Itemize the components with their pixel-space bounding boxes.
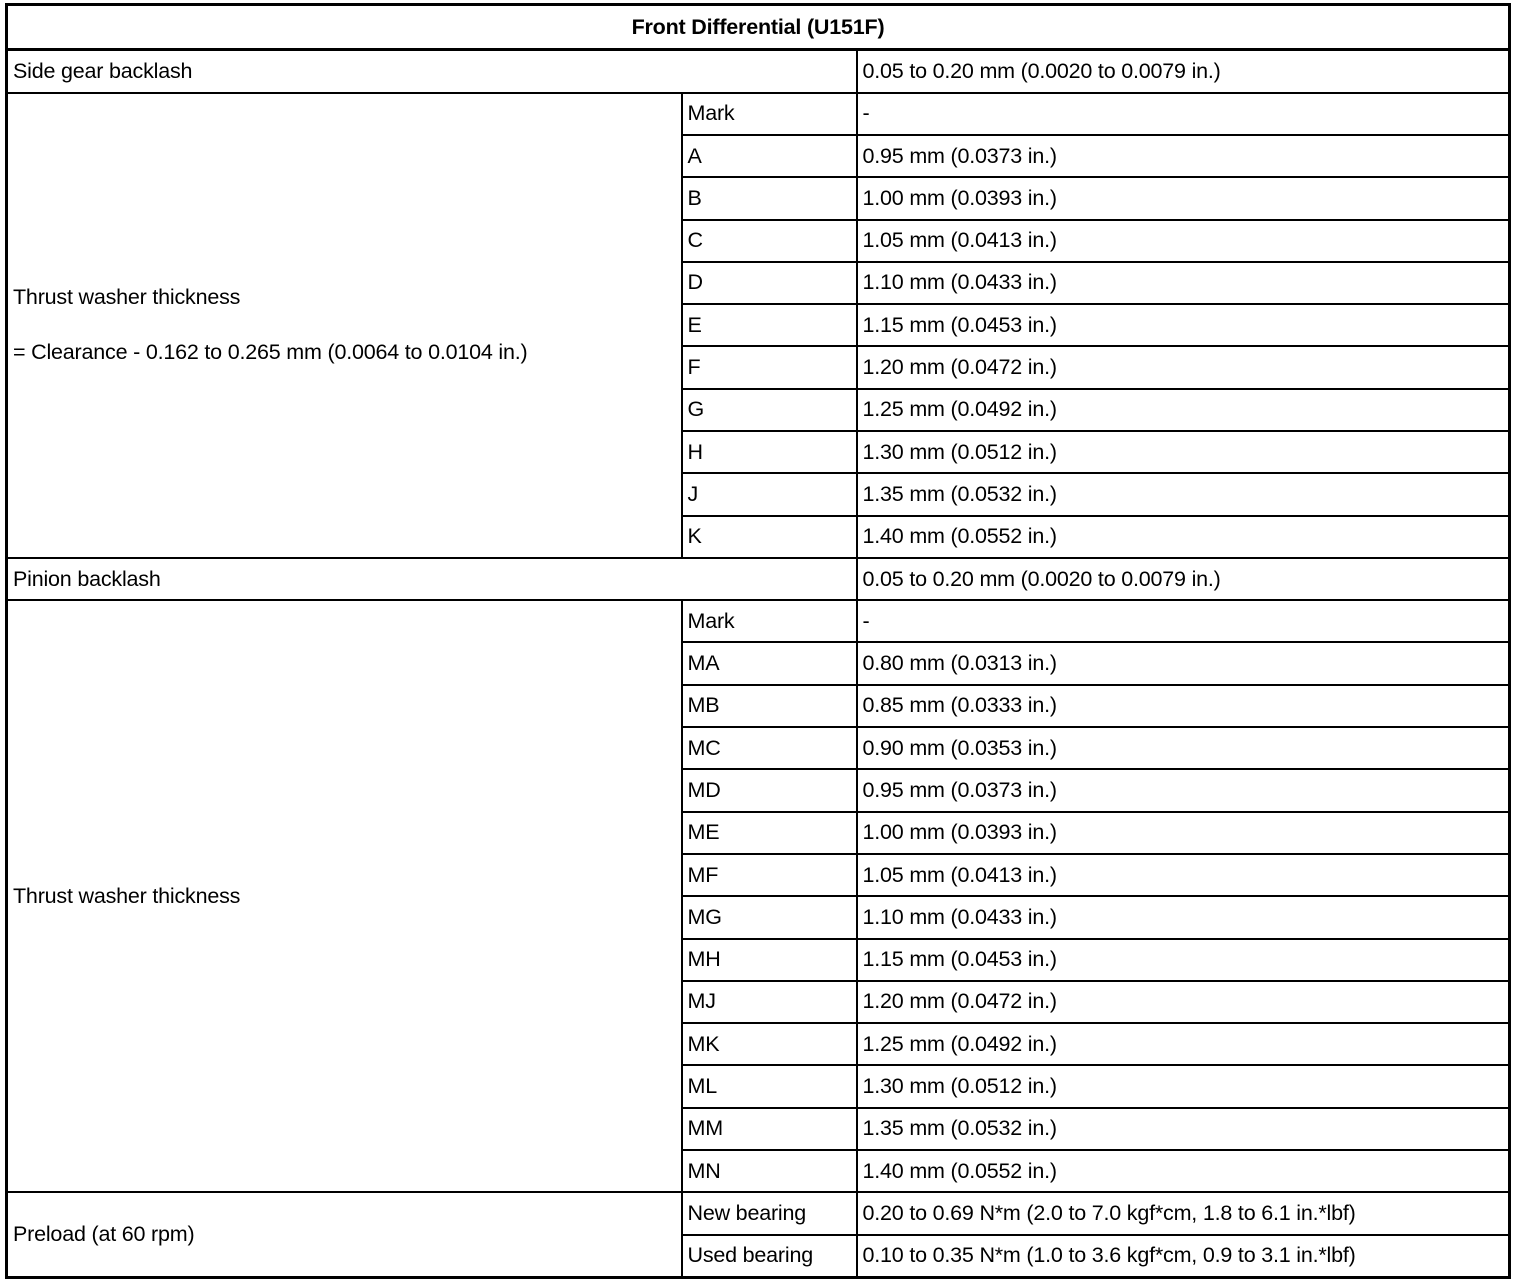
mark-cell: Used bearing: [682, 1235, 857, 1278]
spec-value: 0.05 to 0.20 mm (0.0020 to 0.0079 in.): [857, 558, 1510, 600]
mark-cell: E: [682, 304, 857, 346]
mark-cell: MC: [682, 727, 857, 769]
value-cell: 1.35 mm (0.0532 in.): [857, 1108, 1510, 1150]
value-cell: 1.40 mm (0.0552 in.): [857, 1150, 1510, 1192]
value-cell: 1.30 mm (0.0512 in.): [857, 1065, 1510, 1107]
value-cell: 1.10 mm (0.0433 in.): [857, 896, 1510, 938]
table-row: [7, 600, 1510, 642]
spec-label: Pinion backlash: [7, 558, 857, 600]
mark-cell: MG: [682, 896, 857, 938]
mark-cell: Mark: [682, 600, 857, 642]
mark-cell: G: [682, 389, 857, 431]
spec-label-text: Thrust washer thickness: [13, 883, 241, 908]
value-cell: 1.10 mm (0.0433 in.): [857, 262, 1510, 304]
mark-cell: MF: [682, 854, 857, 896]
value-cell: 0.10 to 0.35 N*m (1.0 to 3.6 kgf*cm, 0.9 to 3.1 in.*lbf): [857, 1235, 1510, 1278]
value-cell: 0.95 mm (0.0373 in.): [857, 135, 1510, 177]
mark-cell: MM: [682, 1108, 857, 1150]
spec-note: = Clearance - 0.162 to 0.265 mm (0.0064 to 0.0104 in.): [13, 340, 528, 365]
spec-label-text: Thrust washer thickness: [13, 285, 241, 310]
mark-cell: ML: [682, 1065, 857, 1107]
spec-label: [7, 93, 682, 558]
mark-cell: New bearing: [682, 1192, 857, 1234]
spec-label: [7, 600, 682, 1192]
value-cell: 0.85 mm (0.0333 in.): [857, 685, 1510, 727]
table-row: [7, 558, 1510, 600]
value-cell: 1.05 mm (0.0413 in.): [857, 854, 1510, 896]
value-cell: 0.20 to 0.69 N*m (2.0 to 7.0 kgf*cm, 1.8 to 6.1 in.*lbf): [857, 1192, 1510, 1234]
mark-cell: B: [682, 177, 857, 219]
mark-cell: ME: [682, 812, 857, 854]
mark-cell: MB: [682, 685, 857, 727]
value-cell: 1.25 mm (0.0492 in.): [857, 1023, 1510, 1065]
mark-cell: J: [682, 473, 857, 515]
mark-cell: F: [682, 346, 857, 388]
value-cell: 0.90 mm (0.0353 in.): [857, 727, 1510, 769]
spec-label: Side gear backlash: [7, 50, 857, 93]
value-cell: 1.00 mm (0.0393 in.): [857, 177, 1510, 219]
mark-cell: MJ: [682, 981, 857, 1023]
spec-value: 0.05 to 0.20 mm (0.0020 to 0.0079 in.): [857, 50, 1510, 93]
table-row: [7, 50, 1510, 93]
value-cell: 0.80 mm (0.0313 in.): [857, 642, 1510, 684]
value-cell: 1.40 mm (0.0552 in.): [857, 516, 1510, 558]
mark-cell: D: [682, 262, 857, 304]
value-cell: 1.25 mm (0.0492 in.): [857, 389, 1510, 431]
mark-cell: MK: [682, 1023, 857, 1065]
value-cell: 1.20 mm (0.0472 in.): [857, 981, 1510, 1023]
value-cell: 1.15 mm (0.0453 in.): [857, 939, 1510, 981]
value-cell: 1.05 mm (0.0413 in.): [857, 220, 1510, 262]
mark-cell: A: [682, 135, 857, 177]
value-cell: 1.35 mm (0.0532 in.): [857, 473, 1510, 515]
spec-table: [5, 3, 1511, 1279]
mark-cell: MN: [682, 1150, 857, 1192]
mark-cell: Mark: [682, 93, 857, 135]
value-cell: 1.15 mm (0.0453 in.): [857, 304, 1510, 346]
table-row: [7, 93, 1510, 135]
value-cell: 0.95 mm (0.0373 in.): [857, 769, 1510, 811]
mark-cell: MA: [682, 642, 857, 684]
mark-cell: H: [682, 431, 857, 473]
mark-cell: MH: [682, 939, 857, 981]
spec-label-text: Preload (at 60 rpm): [13, 1222, 195, 1247]
mark-cell: K: [682, 516, 857, 558]
mark-cell: C: [682, 220, 857, 262]
value-cell: -: [857, 93, 1510, 135]
value-cell: 1.30 mm (0.0512 in.): [857, 431, 1510, 473]
spec-label: [7, 1192, 682, 1277]
value-cell: -: [857, 600, 1510, 642]
value-cell: 1.20 mm (0.0472 in.): [857, 346, 1510, 388]
mark-cell: MD: [682, 769, 857, 811]
title-row: [7, 5, 1510, 50]
table-title: Front Differential (U151F): [7, 5, 1510, 50]
table-row: [7, 1192, 1510, 1234]
value-cell: 1.00 mm (0.0393 in.): [857, 812, 1510, 854]
